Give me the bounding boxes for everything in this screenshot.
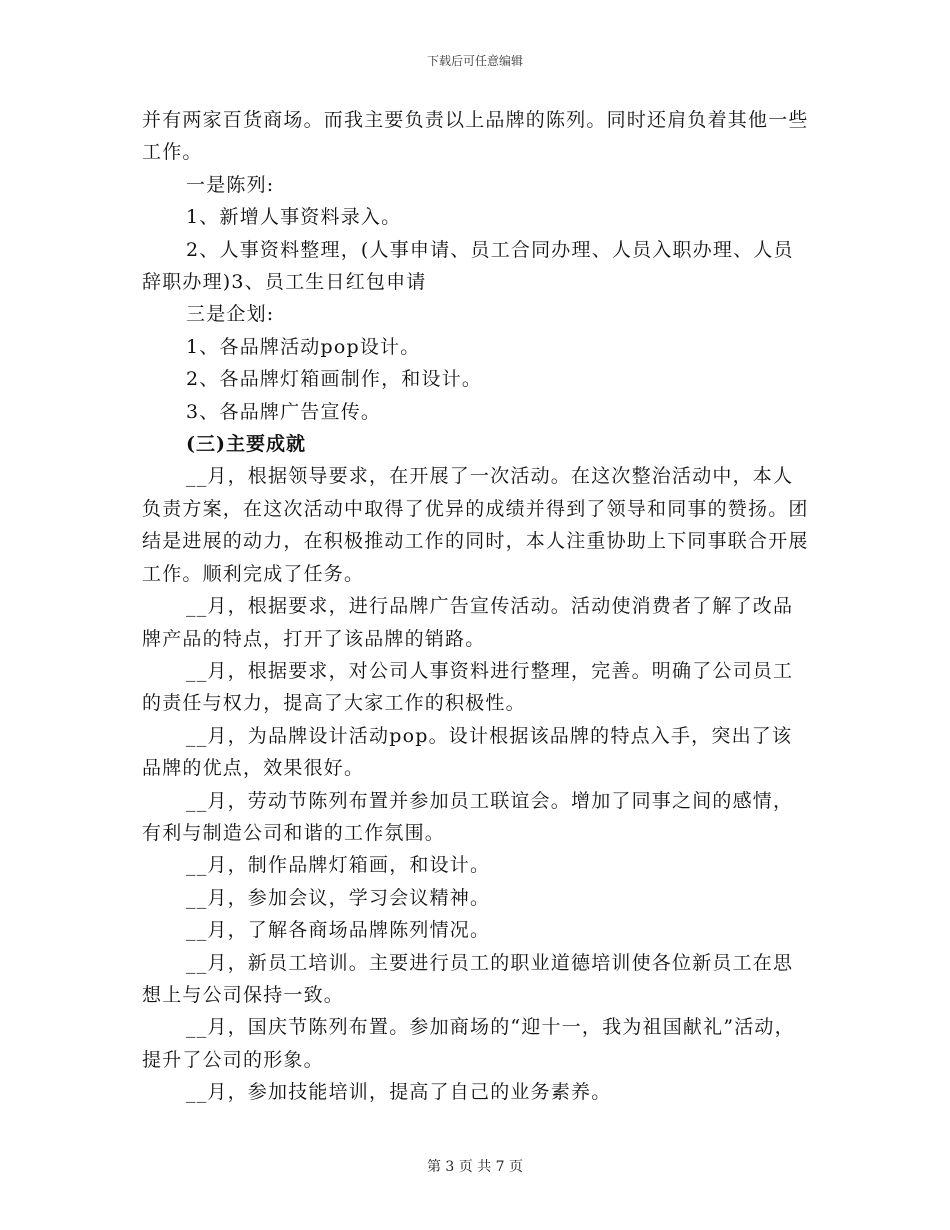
document-body [142,104,810,1109]
list-item: 2、人事资料整理，(人事申请、员工合同办理、人员入职办理、人员辞职办理)3、员工生日红包申请 [142,238,794,294]
list-item: 2、各品牌灯箱画制作，和设计。 [186,368,483,391]
list-item: 1、各品牌活动pop设计。 [186,335,421,358]
paragraph: __月，制作品牌灯箱画，和设计。 [186,854,491,877]
paragraph: __月，国庆节陈列布置。参加商场的“迎十一，我为祖国献礼”活动，提升了公司的形象。 [142,1016,795,1071]
page-header: 下载后可任意编辑 [426,54,523,68]
paragraph: __月，根据领导要求，在开展了一次活动。在这次整治活动中，本人负责方案，在这次活动中取得了优异的成绩并得到了领导和同事的赞扬。团结是进展的动力，在积极推动工作的同时，本人注重协助上下同事联合开展工作。顺利完成了任务。 [142,465,809,585]
section-heading: (三)主要成就 [186,433,306,456]
paragraph: 一是陈列: [186,173,275,196]
paragraph: __月，参加技能培训，提高了自己的业务素养。 [186,1081,612,1104]
paragraph: __月，劳动节陈列布置并参加员工联谊会。增加了同事之间的感情，有利与制造公司和谐的工作氛围。 [142,789,794,844]
paragraph: __月，新员工培训。主要进行员工的职业道德培训使各位新员工在思想上与公司保持一致。 [142,951,794,1006]
paragraph: __月，根据要求，进行品牌广告宣传活动。活动使消费者了解了改品牌产品的特点，打开了该品牌的销路。 [142,595,794,650]
paragraph: __月，根据要求，对公司人事资料进行整理，完善。明确了公司员工的责任与权力，提高了大家工作的积极性。 [142,659,794,715]
paragraph: 三是企划: [186,303,275,326]
paragraph: __月，了解各商场品牌陈列情况。 [186,919,491,942]
page-footer: 第 3 页 共 7 页 [426,1159,524,1175]
list-item: 3、各品牌广告宣传。 [186,400,382,423]
paragraph: 并有两家百货商场。而我主要负责以上品牌的陈列。同时还肩负着其他一些工作。 [142,109,809,164]
list-item: 1、新增人事资料录入。 [186,206,402,229]
paragraph: __月，为品牌设计活动pop。设计根据该品牌的特点入手，突出了该品牌的优点，效果很好。 [142,724,793,780]
paragraph: __月，参加会议，学习会议精神。 [186,886,491,909]
